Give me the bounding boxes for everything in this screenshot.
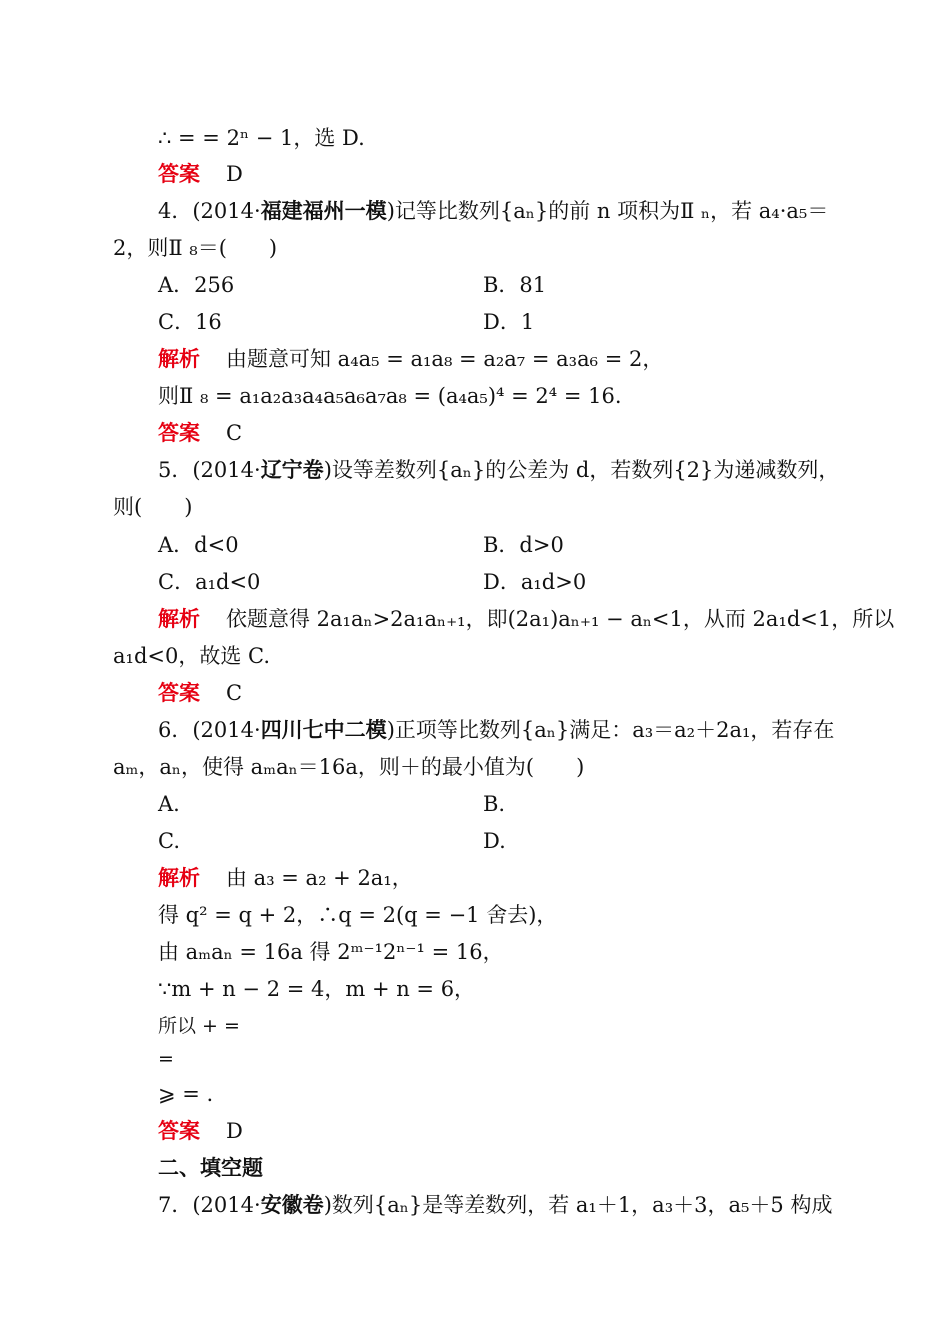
option-b: B．d>0 <box>483 533 564 557</box>
question-source: 安徽卷 <box>260 1193 324 1217</box>
question-4-stem <box>158 196 828 226</box>
answer-label: 答案 <box>158 681 200 705</box>
option-d: D．a₁d>0 <box>483 570 587 594</box>
answer-value: D <box>226 162 243 186</box>
question-number: 4．(2014· <box>158 199 261 223</box>
option-d: D. <box>483 829 506 853</box>
analysis-text: 由题意可知 a₄a₅ = a₁a₈ = a₂a₇ = a₃a₆ = 2， <box>226 347 664 371</box>
analysis-text: 得 q² = q + 2，∴q = 2(q = −1 舍去)， <box>158 903 558 927</box>
answer-line <box>158 1116 243 1146</box>
answer-label: 答案 <box>158 1119 200 1143</box>
analysis-label: 解析 <box>158 607 200 631</box>
answer-value: D <box>226 1119 243 1143</box>
question-4-stem-cont: 2，则Ⅱ ₈＝( ) <box>113 236 278 260</box>
answer-label: 答案 <box>158 162 200 186</box>
analysis-text: 则Ⅱ ₈ = a₁a₂a₃a₄a₅a₆a₇a₈ = (a₄a₅)⁴ = 2⁴ = 16. <box>158 384 622 408</box>
question-number: 7．(2014· <box>158 1193 261 1217</box>
option-c: C．a₁d<0 <box>158 570 261 594</box>
option-a: A. <box>158 792 180 816</box>
option-a: A．256 <box>158 273 235 297</box>
answer-label: 答案 <box>158 421 200 445</box>
question-text: )正项等比数列{aₙ}满足：a₃＝a₂＋2a₁，若存在 <box>386 718 835 742</box>
option-b: B. <box>483 792 506 816</box>
question-text: )设等差数列{aₙ}的公差为 d，若数列{2}为递减数列， <box>323 458 840 482</box>
answer-line <box>158 678 242 708</box>
question-6-stem <box>158 715 834 745</box>
question-number: 5．(2014· <box>158 458 261 482</box>
option-d: D．1 <box>483 310 535 334</box>
question-text: )数列{aₙ}是等差数列，若 a₁＋1，a₃＋3，a₅＋5 构成 <box>323 1193 833 1217</box>
analysis-text: ⩾ = . <box>158 1082 214 1106</box>
answer-line <box>158 159 243 189</box>
question-text: )记等比数列{aₙ}的前 n 项积为Ⅱ ₙ，若 a₄·a₅＝ <box>386 199 829 223</box>
answer-line <box>158 418 242 448</box>
analysis-label: 解析 <box>158 347 200 371</box>
analysis-label: 解析 <box>158 866 200 890</box>
question-5-stem-cont: 则( ) <box>113 495 193 519</box>
analysis-line <box>158 344 663 374</box>
answer-value: C <box>226 421 243 445</box>
answer-value: C <box>226 681 243 705</box>
option-b: B．81 <box>483 273 547 297</box>
question-6-stem-cont: aₘ，aₙ，使得 aₘaₙ＝16a，则＋的最小值为( ) <box>113 755 585 779</box>
option-c: C．16 <box>158 310 222 334</box>
analysis-text: = <box>158 1048 174 1070</box>
analysis-text: 由 a₃ = a₂ + 2a₁， <box>226 866 413 890</box>
question-7-stem <box>158 1190 832 1220</box>
analysis-line <box>158 604 894 634</box>
option-c: C. <box>158 829 180 853</box>
section-heading: 二、填空题 <box>158 1156 263 1180</box>
question-source: 辽宁卷 <box>260 458 324 482</box>
analysis-text: 依题意得 2a₁aₙ>2a₁aₙ₊₁，即(2a₁)aₙ₊₁ − aₙ<1，从而 2a₁d<1，所以 <box>226 607 895 631</box>
analysis-text: ∵m + n − 2 = 4，m + n = 6， <box>158 977 476 1001</box>
analysis-line <box>158 863 413 893</box>
analysis-text: 由 aₘaₙ = 16a 得 2ᵐ⁻¹2ⁿ⁻¹ = 16， <box>158 940 504 964</box>
question-source: 四川七中二模 <box>260 718 387 742</box>
question-source: 福建福州一模 <box>260 199 387 223</box>
question-number: 6．(2014· <box>158 718 261 742</box>
question-5-stem <box>158 455 839 485</box>
text-line: ∴ = = 2ⁿ − 1，选 D. <box>158 126 365 150</box>
option-a: A．d<0 <box>158 533 239 557</box>
analysis-text: a₁d<0，故选 C. <box>113 644 271 668</box>
analysis-text: 所以 + = <box>158 1015 240 1037</box>
